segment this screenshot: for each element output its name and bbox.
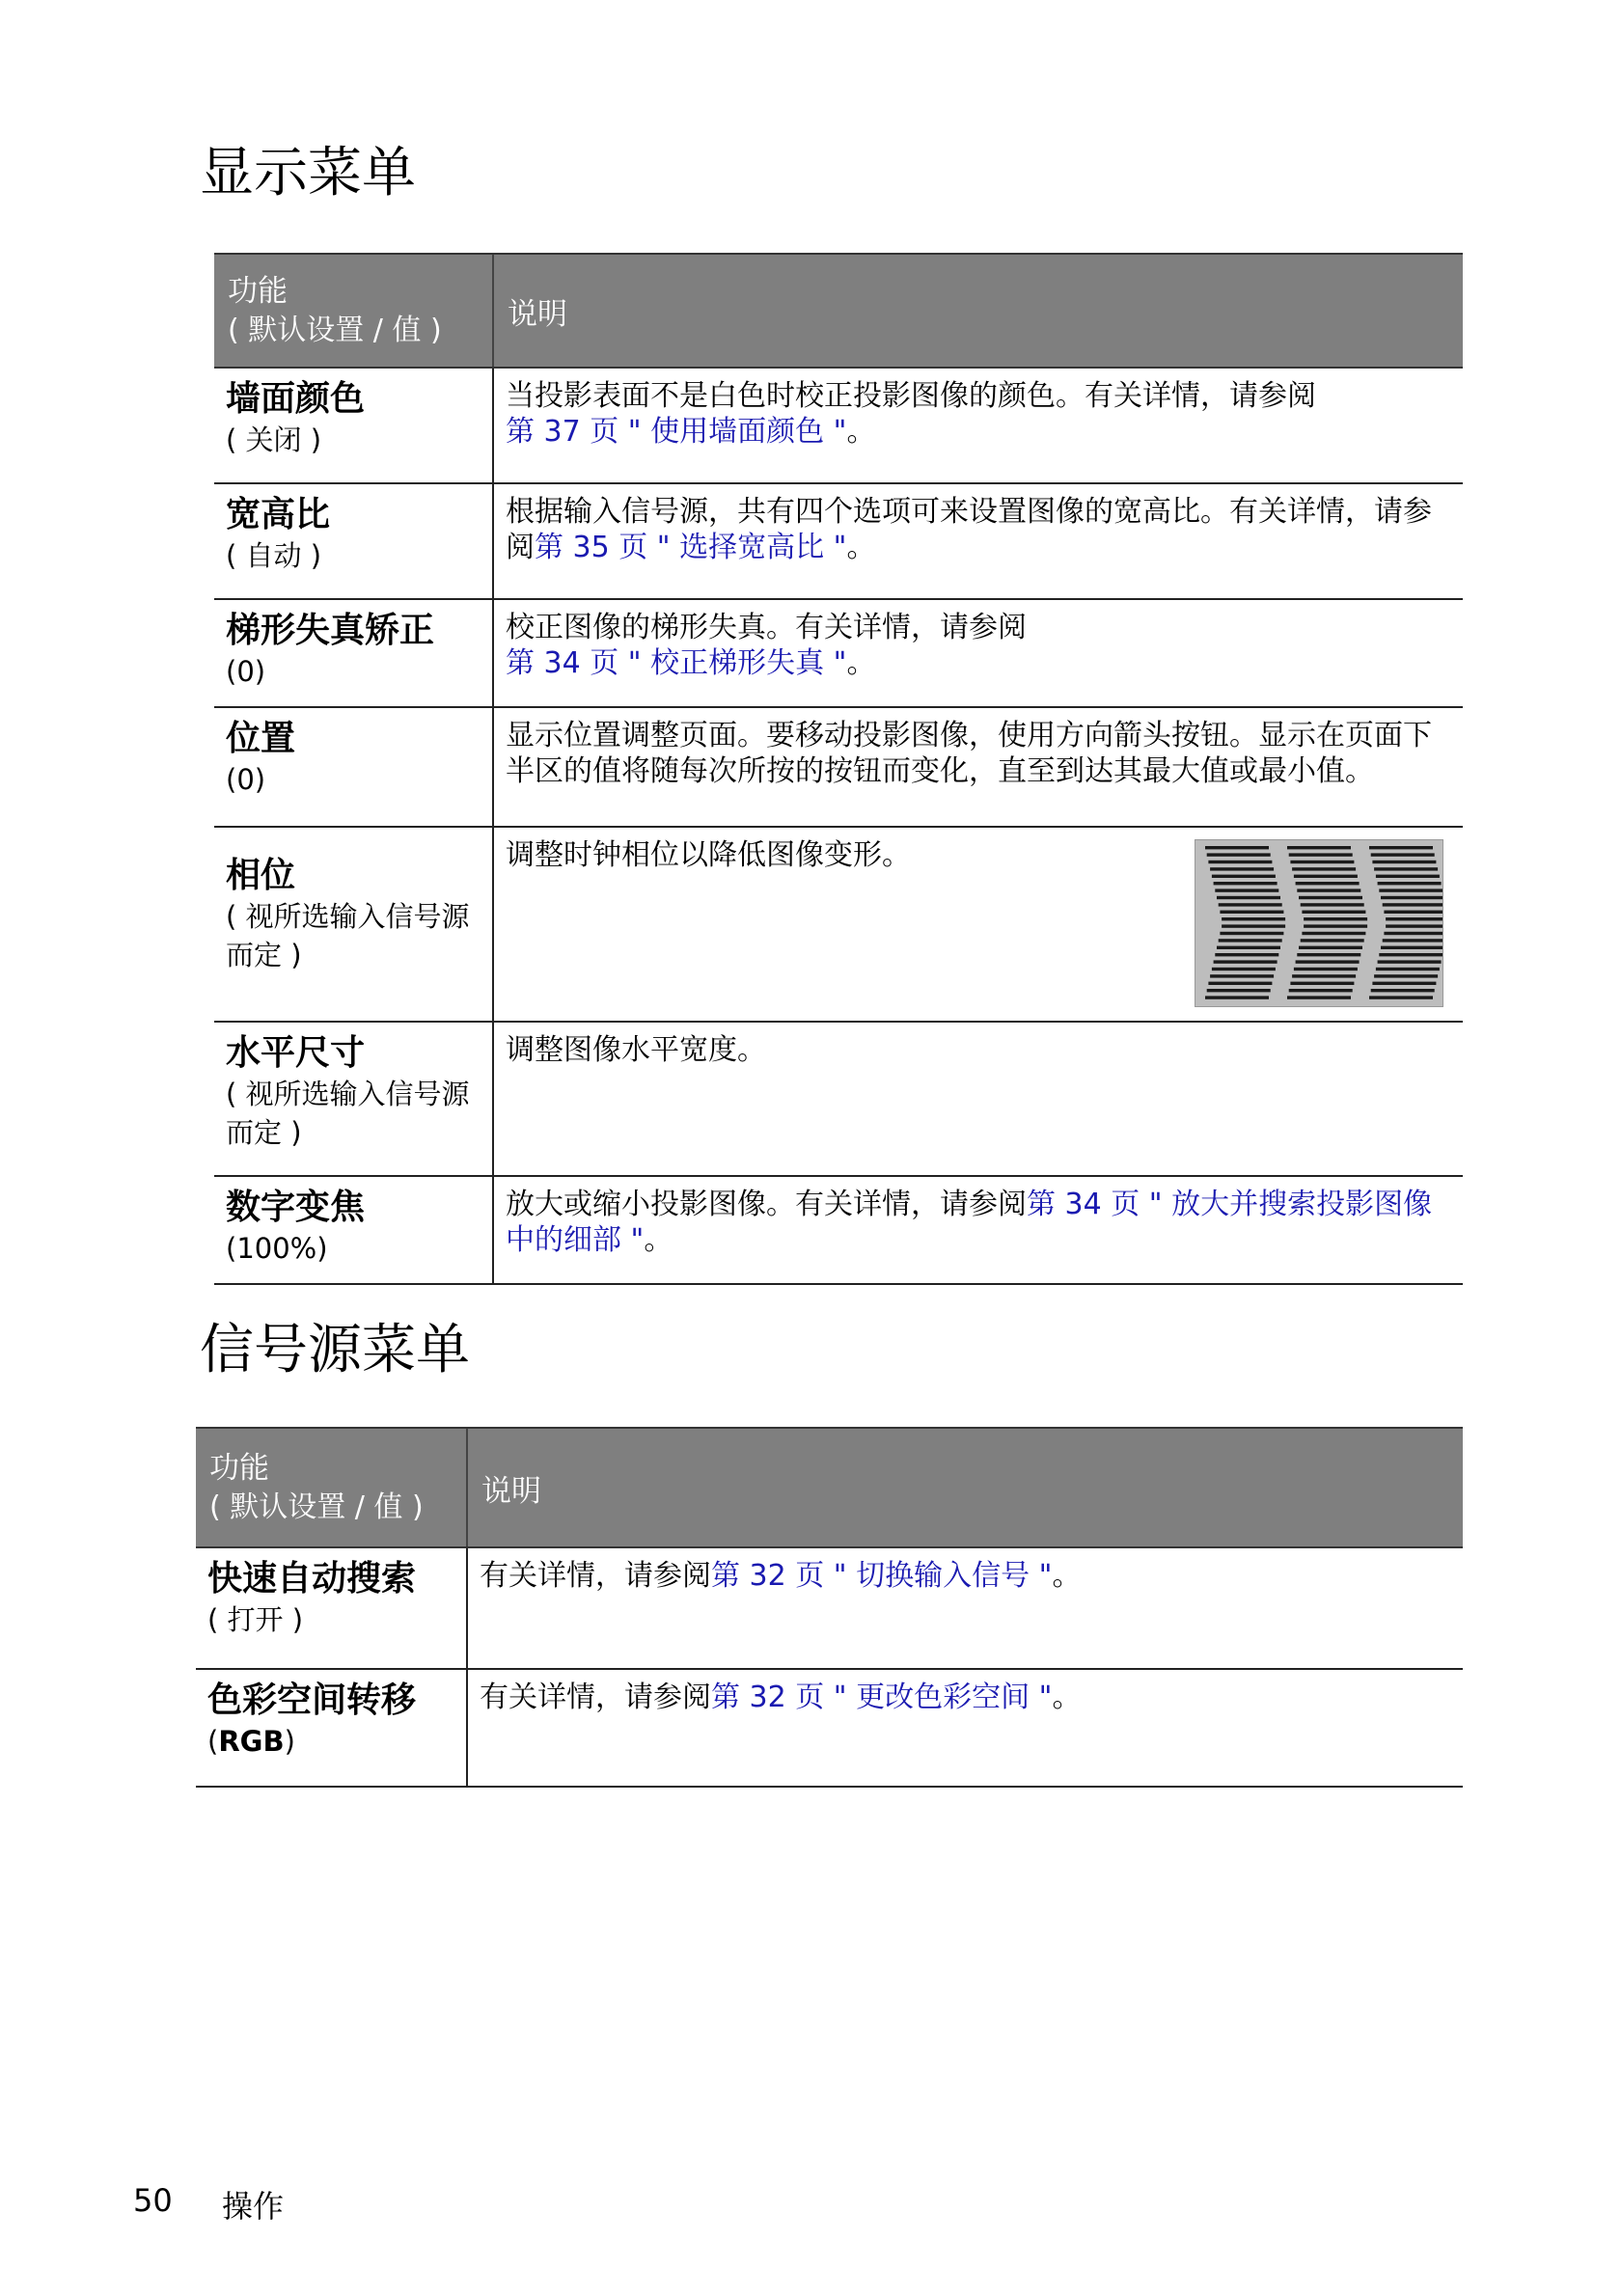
phase-stripe [1207, 989, 1271, 992]
phase-stripe [1294, 875, 1358, 878]
header-function-label: 功能 [228, 273, 288, 309]
phase-stripe [1369, 996, 1433, 998]
page-reference-link[interactable]: 第 32 页 " 更改色彩空间 " [711, 1681, 1053, 1714]
header-function-label: 功能 [209, 1450, 269, 1486]
phase-stripe [1379, 888, 1442, 891]
phase-stripe [1297, 953, 1360, 956]
phase-stripe [1386, 924, 1442, 927]
header-function [196, 1428, 467, 1547]
phase-stripe [1297, 888, 1360, 891]
phase-stripe [1220, 911, 1283, 914]
phase-stripe [1384, 911, 1442, 914]
phase-stripe [1219, 903, 1282, 906]
phase-stripe [1299, 896, 1362, 899]
function-name: 色彩空间转移 [207, 1681, 417, 1720]
phase-stripe [1210, 867, 1274, 870]
phase-stripe [1371, 853, 1435, 856]
function-name: 宽高比 [226, 495, 331, 534]
page-reference-link[interactable]: 第 37 页 " 使用墙面颜色 " [506, 415, 847, 449]
source-menu-table [196, 1427, 1463, 1788]
function-default: ( 关闭 ) [226, 424, 322, 456]
display-menu-title: 显示菜单 [200, 142, 416, 205]
phase-stripe [1212, 875, 1276, 878]
phase-stripe [1215, 888, 1278, 891]
phase-stripe [1296, 960, 1360, 963]
phase-stripe [1205, 846, 1269, 849]
phase-stripe [1287, 846, 1351, 849]
phase-stripe [1205, 996, 1269, 998]
phase-stripe [1219, 939, 1282, 942]
phase-stripe [1383, 939, 1442, 942]
function-description: 调整图像水平宽度。 [493, 1022, 1463, 1176]
phase-stripe [1289, 989, 1353, 992]
phase-stripe [1208, 982, 1272, 985]
table-row [214, 368, 1463, 483]
phase-distortion-illustration [1195, 839, 1443, 1007]
phase-stripe [1299, 946, 1362, 949]
footer-section-name: 操作 [222, 2188, 285, 2225]
table-row [214, 1022, 1463, 1176]
header-function [214, 254, 493, 368]
function-default: (0) [226, 655, 266, 688]
function-name: 梯形失真矫正 [226, 611, 435, 650]
phase-stripe [1287, 996, 1351, 998]
function-name: 水平尺寸 [226, 1033, 366, 1073]
function-description: 有关详情，请参阅第 32 页 " 更改色彩空间 "。 [467, 1669, 1463, 1787]
function-default: (RGB) [207, 1725, 295, 1758]
phase-stripe [1372, 982, 1436, 985]
phase-stripe [1383, 903, 1442, 906]
phase-stripe [1208, 861, 1272, 863]
phase-stripe [1372, 861, 1436, 863]
page-number: 50 [133, 2182, 173, 2219]
phase-stripe [1376, 968, 1440, 970]
phase-stripe [1302, 911, 1365, 914]
header-description: 说明 [493, 254, 1463, 368]
function-name: 墙面颜色 [226, 379, 366, 419]
phase-stripe [1207, 853, 1271, 856]
phase-stripe [1292, 867, 1356, 870]
table-header [196, 1428, 1463, 1547]
page-reference-link[interactable]: 第 34 页 " 校正梯形失真 " [506, 646, 847, 680]
phase-stripe [1215, 953, 1278, 956]
header-default-label: ( 默认设置 / 值 ) [228, 313, 442, 347]
phase-stripe [1289, 853, 1353, 856]
phase-stripe [1384, 932, 1442, 935]
table-row [214, 827, 1463, 1022]
source-menu-title: 信号源菜单 [200, 1319, 470, 1381]
table-row [214, 1176, 1463, 1284]
function-default: ( 自动 ) [226, 539, 322, 572]
table-row [214, 483, 1463, 599]
page-reference-link[interactable]: 第 34 页 " 放大并搜索投影图像中的细部 " [506, 1188, 1433, 1257]
phase-stripe [1378, 882, 1442, 885]
header-default-label: ( 默认设置 / 值 ) [209, 1490, 424, 1524]
header-description: 说明 [467, 1428, 1463, 1547]
table-header [214, 254, 1463, 368]
function-default: (100%) [226, 1232, 328, 1265]
function-name: 相位 [226, 856, 296, 895]
phase-stripe [1381, 896, 1442, 899]
phase-stripe [1376, 875, 1440, 878]
phase-stripe [1371, 989, 1435, 992]
function-description: 校正图像的梯形失真。有关详情，请参阅 第 34 页 " 校正梯形失真 "。 [493, 599, 1463, 707]
table-row [196, 1547, 1463, 1669]
phase-stripe [1214, 960, 1278, 963]
phase-stripe [1214, 882, 1278, 885]
phase-stripe [1212, 968, 1276, 970]
phase-stripe [1302, 932, 1365, 935]
function-name: 快速自动搜索 [207, 1559, 417, 1599]
function-description [493, 827, 1463, 1022]
table-row [196, 1669, 1463, 1787]
function-name: 数字变焦 [226, 1188, 366, 1227]
phase-stripe [1301, 939, 1364, 942]
phase-stripe [1294, 968, 1358, 970]
function-description: 显示位置调整页面。要移动投影图像，使用方向箭头按钮。显示在页面下半区的值将随每次所按的按钮而变化，直至到达其最大值或最小值。 [493, 707, 1463, 827]
function-default: ( 打开 ) [207, 1603, 304, 1636]
phase-stripe [1381, 946, 1442, 949]
page-reference-link[interactable]: 第 32 页 " 切换输入信号 " [711, 1559, 1053, 1593]
phase-stripe [1292, 974, 1356, 977]
function-description: 放大或缩小投影图像。有关详情，请参阅第 34 页 " 放大并搜索投影图像中的细部 "。 [493, 1176, 1463, 1284]
function-name: 位置 [226, 719, 296, 758]
phase-stripe [1378, 960, 1442, 963]
function-default: ( 视所选输入信号源而定 ) [226, 900, 470, 971]
phase-stripe [1290, 861, 1354, 863]
function-description: 有关详情，请参阅第 32 页 " 切换输入信号 "。 [467, 1547, 1463, 1669]
phase-stripe [1374, 974, 1438, 977]
display-menu-table [214, 253, 1463, 1285]
function-default: (0) [226, 763, 266, 796]
phase-stripe [1220, 932, 1283, 935]
phase-stripe [1301, 903, 1364, 906]
phase-stripe [1304, 917, 1367, 920]
table-row [214, 707, 1463, 827]
phase-stripe [1290, 982, 1354, 985]
phase-stripe [1222, 917, 1285, 920]
table-row [214, 599, 1463, 707]
phase-stripe [1386, 917, 1442, 920]
phase-stripe [1374, 867, 1438, 870]
phase-stripe [1217, 896, 1280, 899]
phase-stripe [1217, 946, 1280, 949]
phase-stripe [1222, 924, 1285, 927]
phase-stripe [1304, 924, 1367, 927]
function-description: 根据输入信号源，共有四个选项可来设置图像的宽高比。有关详情，请参阅第 35 页 " 选择宽高比 "。 [493, 483, 1463, 599]
page-reference-link[interactable]: 第 35 页 " 选择宽高比 " [535, 531, 847, 564]
phase-stripe [1369, 846, 1433, 849]
description-text: 调整时钟相位以降低图像变形。 [506, 838, 911, 872]
phase-stripe [1210, 974, 1274, 977]
phase-stripe [1296, 882, 1360, 885]
function-description: 当投影表面不是白色时校正投影图像的颜色。有关详情，请参阅 第 37 页 " 使用墙面颜色 "。 [493, 368, 1463, 483]
function-default: ( 视所选输入信号源而定 ) [226, 1078, 470, 1149]
phase-stripe [1379, 953, 1442, 956]
